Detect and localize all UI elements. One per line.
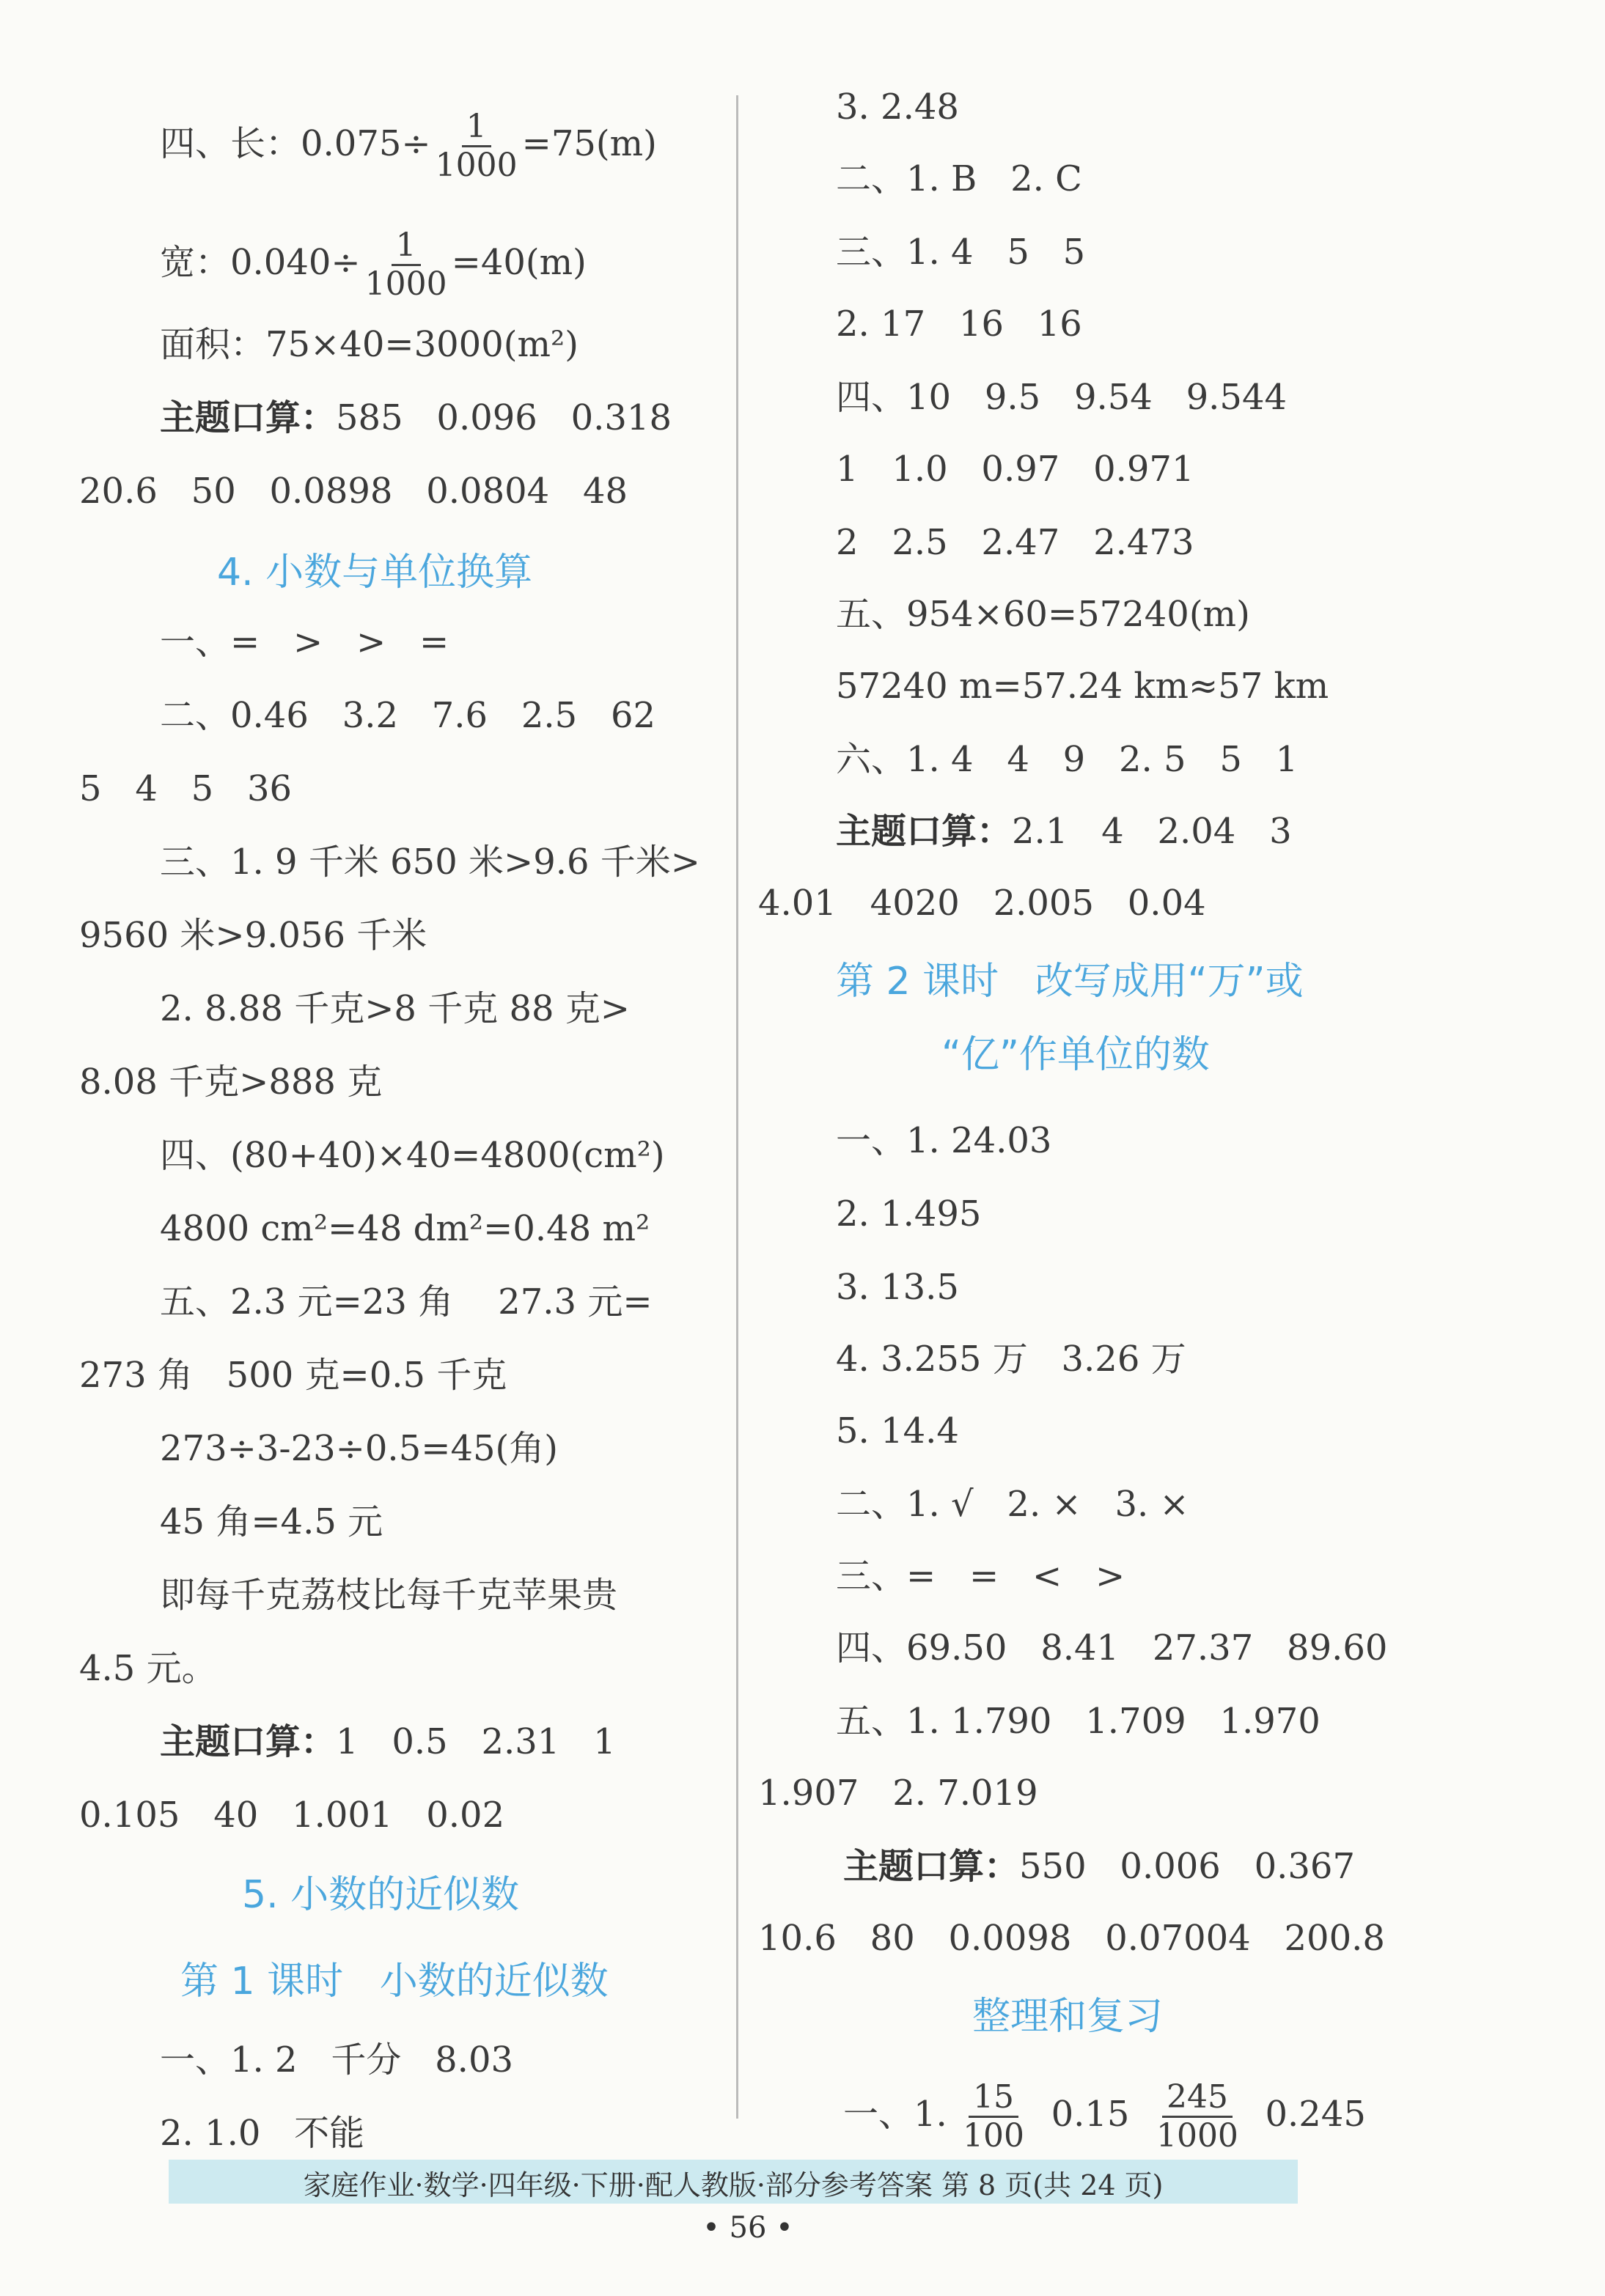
answer-line: 即每千克荔枝比每千克苹果贵 [160, 1575, 618, 1616]
answer-line: 主题口算：2.1 4 2.04 3 [836, 811, 1292, 852]
answer-line: 2. 1.0 不能 [160, 2113, 365, 2154]
answer-line: 2. 1.495 [836, 1193, 982, 1235]
answer-line: 三、1. 9 千米 650 米>9.6 千米> [160, 842, 701, 883]
answer-line: 2 2.5 2.47 2.473 [836, 522, 1194, 563]
answer-line: 一、1. 24.03 [836, 1120, 1052, 1161]
answer-line: 主题口算：585 0.096 0.318 [160, 397, 672, 438]
footer-text: 家庭作业·数学·四年级·下册·配人教版·部分参考答案 第 8 页(共 24 页) [303, 2169, 1164, 2201]
section-heading: 4. 小数与单位换算 [217, 551, 533, 595]
answer-line: 一、= > > = [160, 622, 449, 663]
answer-line: 3. 13.5 [836, 1267, 959, 1308]
answer-line: 57240 m=57.24 km≈57 km [836, 666, 1329, 707]
column-divider [736, 95, 738, 2119]
answer-line: 二、0.46 3.2 7.6 2.5 62 [160, 695, 656, 736]
answer-line: 1 1.0 0.97 0.971 [836, 449, 1194, 490]
answer-line: 三、1. 4 5 5 [836, 232, 1086, 273]
answer-line: 四、长：0.075÷ $\frac{1}{1000}$ =75(m) [160, 108, 657, 184]
answer-line: 五、2.3 元=23 角 27.3 元= [160, 1281, 653, 1322]
answer-line: 四、69.50 8.41 27.37 89.60 [836, 1627, 1388, 1668]
answer-line: 2. 17 16 16 [836, 303, 1082, 345]
answer-line: 六、1. 4 4 9 2. 5 5 1 [836, 739, 1299, 780]
answer-line: 面积：75×40=3000(m²) [160, 324, 579, 365]
answer-line: 四、10 9.5 9.54 9.544 [836, 377, 1288, 418]
answer-line: 主题口算：550 0.006 0.367 [843, 1846, 1356, 1887]
page-number: • 56 • [702, 2211, 793, 2245]
answer-line: 8.08 千克>888 克 [79, 1061, 383, 1103]
answer-line: 45 角=4.5 元 [160, 1501, 383, 1542]
answer-line: 4.5 元。 [79, 1648, 217, 1689]
answer-line: 9560 米>9.056 千米 [79, 915, 427, 956]
answer-line: 宽：0.040÷ $\frac{1}{1000}$ =40(m) [160, 227, 587, 303]
answer-line: 4. 3.255 万 3.26 万 [836, 1339, 1186, 1380]
answer-line: 一、1. $\frac{15}{100}$ 0.15 $\frac{245}{1000}$ 0.245 [843, 2078, 1366, 2155]
answer-line: 4.01 4020 2.005 0.04 [758, 883, 1206, 924]
answer-line: 10.6 80 0.0098 0.07004 200.8 [758, 1918, 1385, 1959]
answer-line: 273 角 500 克=0.5 千克 [79, 1355, 507, 1396]
answer-line: 一、1. 2 千分 8.03 [160, 2039, 514, 2080]
answer-line: 5. 14.4 [836, 1410, 959, 1451]
answer-line: 2. 8.88 千克>8 千克 88 克> [160, 988, 631, 1029]
subsection-heading: 第 2 课时 改写成用“万”或 [836, 960, 1304, 1004]
section-heading: 整理和复习 [972, 1995, 1164, 2039]
answer-line: 五、954×60=57240(m) [836, 594, 1250, 635]
answer-line: 四、(80+40)×40=4800(cm²) [160, 1135, 665, 1176]
answer-line: 二、1. B 2. C [836, 158, 1082, 199]
answer-line: 4800 cm²=48 dm²=0.48 m² [160, 1208, 650, 1249]
answer-line: 0.105 40 1.001 0.02 [79, 1795, 505, 1836]
answer-line: 273÷3-23÷0.5=45(角) [160, 1428, 558, 1469]
answer-line: 五、1. 1.790 1.709 1.970 [836, 1701, 1321, 1742]
section-heading: 5. 小数的近似数 [242, 1873, 520, 1917]
subsection-heading: 第 1 课时 小数的近似数 [180, 1960, 609, 2004]
subsection-heading: “亿”作单位的数 [941, 1033, 1210, 1077]
answer-line: 20.6 50 0.0898 0.0804 48 [79, 471, 628, 512]
answer-line: 5 4 5 36 [79, 768, 293, 809]
answer-line: 三、= = < > [836, 1556, 1125, 1597]
answer-line: 1.907 2. 7.019 [758, 1773, 1038, 1814]
answer-line: 二、1. √ 2. × 3. × [836, 1484, 1189, 1525]
answer-line: 3. 2.48 [836, 87, 959, 128]
answer-line: 主题口算：1 0.5 2.31 1 [160, 1721, 616, 1762]
